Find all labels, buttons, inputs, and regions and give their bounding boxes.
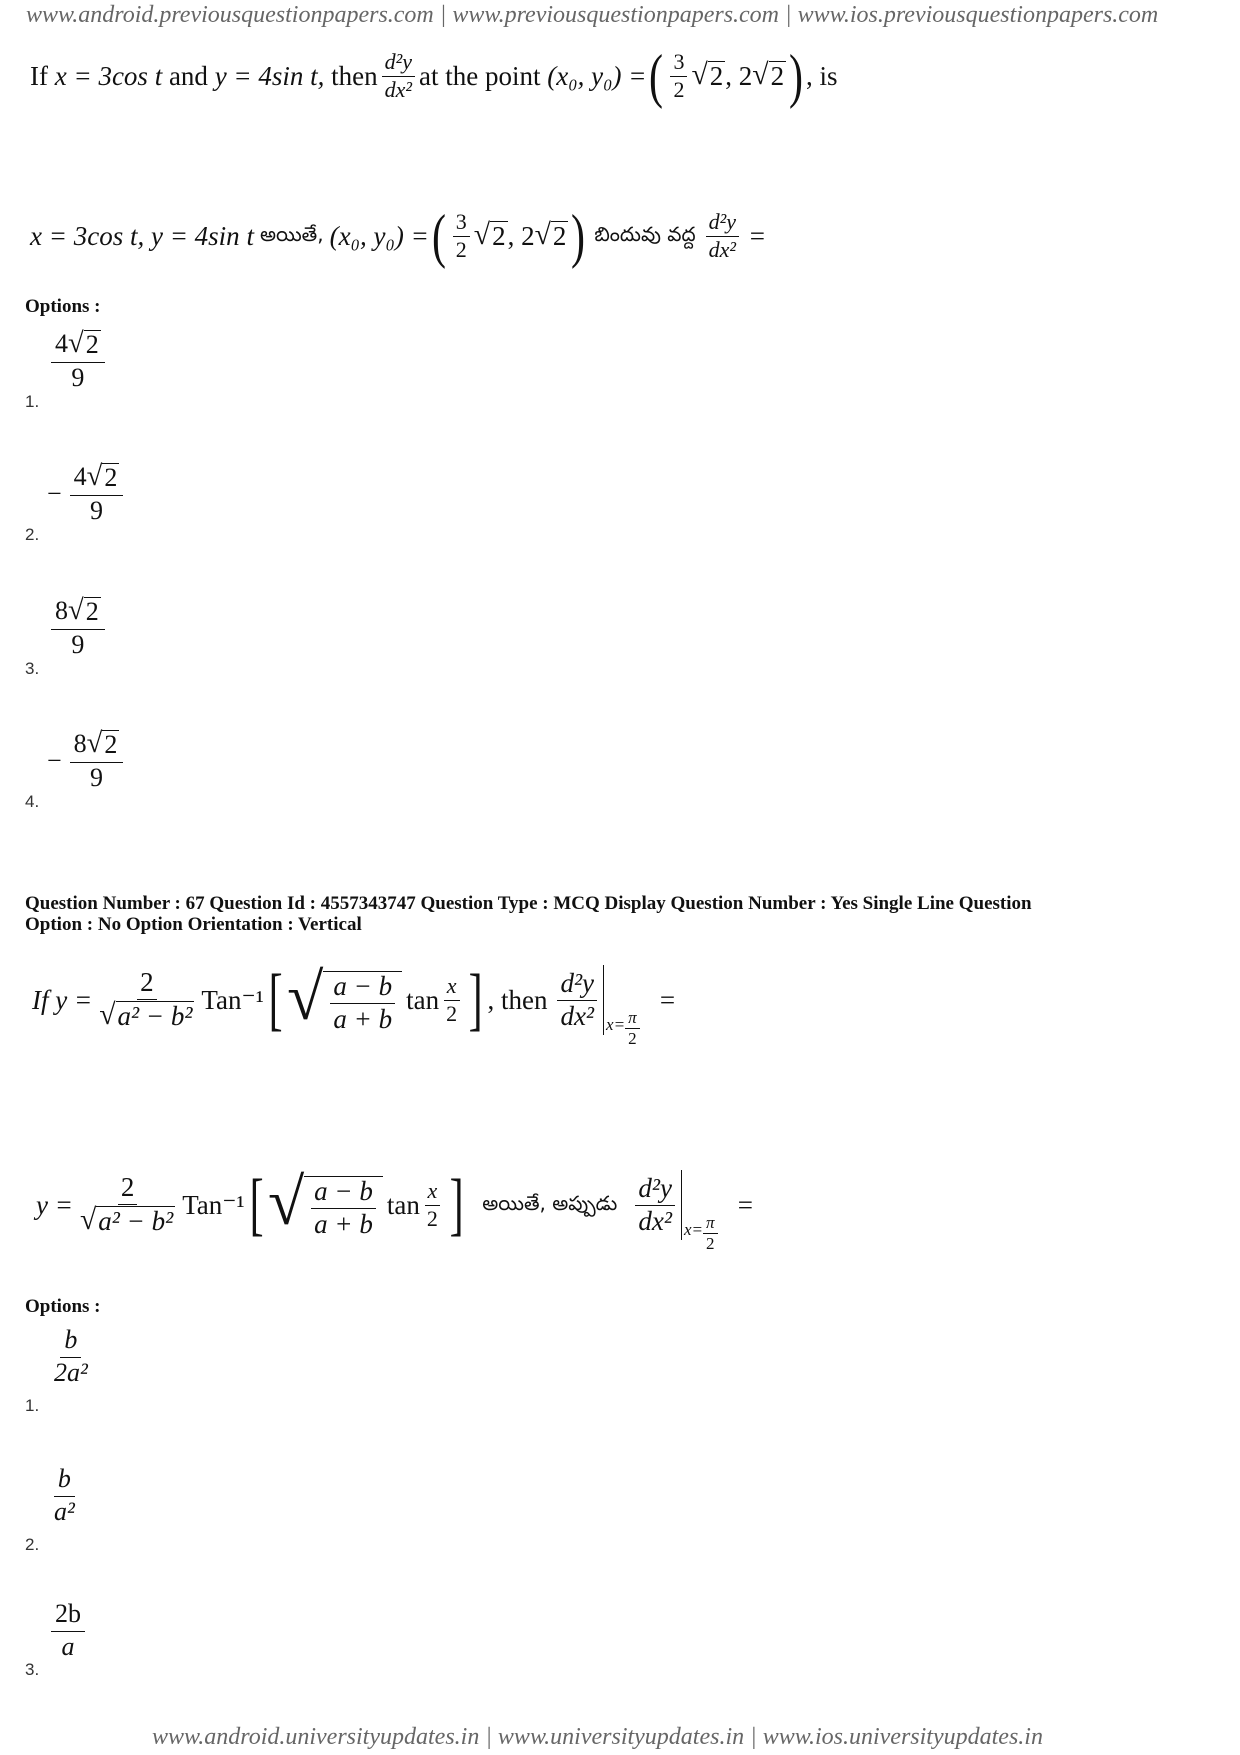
q66-te-y-eq: y = 4sin [150,220,240,251]
option-num: b [54,1465,75,1497]
q67-en-tan-inv: Tan⁻¹ [201,984,264,1015]
q67-en-d2y: d²y [557,969,597,1001]
q67-te-a2b2: a² − b² [98,1206,174,1236]
q67-te-tan: tan [386,1189,420,1220]
option-den: a² [54,1496,75,1526]
q66-te-comma-two: , 2 [507,220,535,251]
q67-question-english [32,945,675,1055]
q66-en-derivative [382,50,415,101]
q67-en-two-b: 2 [446,1000,458,1026]
q67-te-dx2: dx² [638,1205,672,1236]
sqrt-symbol: √ $\frac{a - b}{a + b}$ [287,965,402,1034]
right-paren: ) [571,203,586,269]
option-number: 3. [25,659,40,678]
option-den: 2a² [54,1357,88,1387]
q67-en-if-y: If y = [32,984,93,1015]
q66-te-x-eq: x = 3cos [30,220,124,251]
q66-options-label: Options : [25,296,101,317]
q66-question-english [30,28,838,124]
sqrt-symbol: √ 2 [534,218,567,251]
option-sign: − [47,746,62,776]
q66-te-binduvu: బిందువు వద్ద [594,221,696,246]
right-bracket: ] [449,1166,464,1243]
q67-en-pi: π [625,1009,640,1030]
q67-en-tan: tan [406,984,440,1015]
q67-en-eq: = [659,984,676,1015]
q66-te-derivative [706,210,739,261]
q66-en-two: 2 [673,76,685,102]
option-den: 9 [90,495,104,525]
option-radicand: 2 [104,730,118,759]
evaluation-bar [603,965,640,1049]
q66-en-dx2: dx² [384,76,413,102]
q67-te-x-half [424,1179,441,1230]
sqrt-symbol: √ 2 [473,218,506,251]
option-fraction: 4 √ 2 9 [70,463,124,525]
option-radicand: 2 [104,463,118,492]
q66-te-root2b: 2 [552,220,567,251]
option-radicand: 2 [85,330,99,359]
q67-option-3[interactable] [25,1599,89,1679]
q66-te-d2y: d²y [706,210,739,236]
option-number: 3. [25,1660,40,1679]
option-den: a [61,1631,75,1661]
q66-te-three: 3 [453,210,470,236]
q67-te-tan-inv: Tan⁻¹ [182,1189,245,1220]
sqrt-symbol: √ $\frac{a - b}{a + b}$ [268,1170,383,1239]
q67-option-2[interactable] [25,1464,82,1554]
option-den: 9 [71,362,85,392]
q67-option-1[interactable] [25,1325,95,1415]
right-paren: ) [789,43,804,109]
option-fraction [51,1600,85,1661]
option-den: 9 [71,629,85,659]
q66-te-dx2: dx² [708,236,736,262]
option-number: 1. [25,1396,40,1415]
q67-en-pi-den: 2 [628,1029,637,1049]
q67-te-derivative [635,1174,675,1236]
q67-te-pi-den: 2 [705,1234,715,1254]
option-coef: 4 [55,329,68,358]
q67-en-two: 2 [137,968,157,1000]
q67-en-pi-half [625,1009,640,1049]
option-fraction: 8 √ 2 9 [51,597,105,659]
q67-en-ratio [330,972,395,1034]
q66-option-3[interactable] [25,595,109,678]
q66-te-t: t, [129,220,145,251]
option-number: 2. [25,1535,40,1554]
sqrt-symbol: √ 2 [752,58,785,91]
option-fraction: 4 √ 2 9 [51,330,105,392]
option-num: 2b [51,1600,85,1632]
q66-option-2[interactable] [25,461,127,544]
q66-en-three-halves [670,50,687,101]
q67-te-ayithe: అయితే, అప్పుడు [482,1190,618,1215]
q67-te-eq: = [737,1189,753,1220]
left-bracket: [ [268,961,283,1038]
q67-te-two-b: 2 [426,1205,438,1231]
q66-te-root2: 2 [492,220,506,251]
q66-en-comma-two: , 2 [725,60,753,91]
q66-te-point-lhs: (x₀, y₀) = [329,220,429,251]
q66-en-t2: t, [310,60,325,91]
sqrt-symbol: √ 2 [691,58,724,91]
left-paren: ( [649,43,664,109]
q67-te-ratio [311,1177,376,1239]
q67-te-pi: π [703,1214,718,1235]
q66-te-t2: t [246,220,254,251]
q67-te-coef-fraction: 2 √ a² − b² [79,1172,174,1236]
q66-en-t: t [154,60,163,91]
q67-en-amb: a − b [330,972,395,1004]
q66-en-root2: 2 [709,60,724,91]
q67-en-x-half [443,974,460,1025]
q67-en-then: , then [487,984,548,1015]
q66-en-and: and [168,60,208,91]
q67-en-apb: a + b [333,1004,393,1034]
q66-option-4[interactable] [25,728,127,811]
q66-en-is: , is [806,60,838,91]
q67-te-pi-half [703,1214,718,1254]
q66-te-two: 2 [455,236,467,262]
q67-te-y-eq: y = [36,1189,73,1220]
option-fraction [51,1326,91,1387]
option-number: 1. [25,392,40,411]
left-bracket: [ [249,1166,264,1243]
q66-en-d2y: d²y [382,50,415,76]
option-number: 4. [25,792,40,811]
q67-options-label: Options : [25,1296,101,1317]
q67-te-apb: a + b [314,1209,373,1239]
q67-en-a2b2: a² − b² [117,1001,193,1031]
q66-question-telugu [30,188,765,284]
q66-en-then: then [331,60,378,91]
option-den: 9 [90,762,104,792]
left-paren: ( [431,203,446,269]
q66-en-if: If [30,60,48,91]
q66-option-1[interactable] [25,328,109,411]
q67-te-eval-x: x= [683,1220,703,1239]
header-watermark: www.android.previousquestionpapers.com | www.previousquestionpapers.com | www.ios.previousquestionpapers.com [26,2,1159,28]
footer-watermark: www.android.universityupdates.in | www.universityupdates.in | www.ios.universityupdates.in [152,1724,1043,1750]
q67-te-amb: a − b [311,1177,376,1209]
q66-en-at-point: at the point [419,60,541,91]
q67-meta-line-2: Option : No Option Orientation : Vertical [25,914,362,935]
q67-en-eval-x: x= [606,1015,626,1034]
q67-en-coef-fraction: 2 √ a² − b² [99,967,193,1031]
q67-en-x: x [444,974,460,1000]
evaluation-bar [681,1170,718,1254]
q66-en-x-eq: x = 3cos [54,60,148,91]
q66-en-y-eq: y = 4sin [214,60,304,91]
option-coef: 4 [73,462,87,491]
option-fraction [51,1465,78,1526]
option-sign: − [47,479,62,509]
q66-te-eq: = [749,220,765,251]
q67-te-x: x [425,1179,441,1205]
q66-en-root2b: 2 [770,60,785,91]
q67-en-derivative [557,969,597,1031]
option-coef: 8 [73,729,87,758]
option-num: b [60,1326,81,1358]
q67-meta-line-1: Question Number : 67 Question Id : 4557343747 Question Type : MCQ Display Question Number : Yes Single Line Question [25,893,1032,914]
q67-question-telugu [36,1150,753,1260]
option-coef: 8 [55,596,68,625]
option-fraction: 8 √ 2 9 [70,730,124,792]
q66-te-ayithe: అయితే, [259,221,324,246]
option-number: 2. [25,525,40,544]
q66-en-point-lhs: (x₀, y₀) = [547,60,647,91]
q67-te-d2y: d²y [635,1174,675,1206]
right-bracket: ] [468,961,483,1038]
q66-en-three: 3 [670,50,687,76]
q67-te-two: 2 [118,1173,138,1205]
option-radicand: 2 [85,597,99,626]
q67-en-dx2: dx² [560,1000,595,1031]
q66-te-three-halves [453,210,470,261]
